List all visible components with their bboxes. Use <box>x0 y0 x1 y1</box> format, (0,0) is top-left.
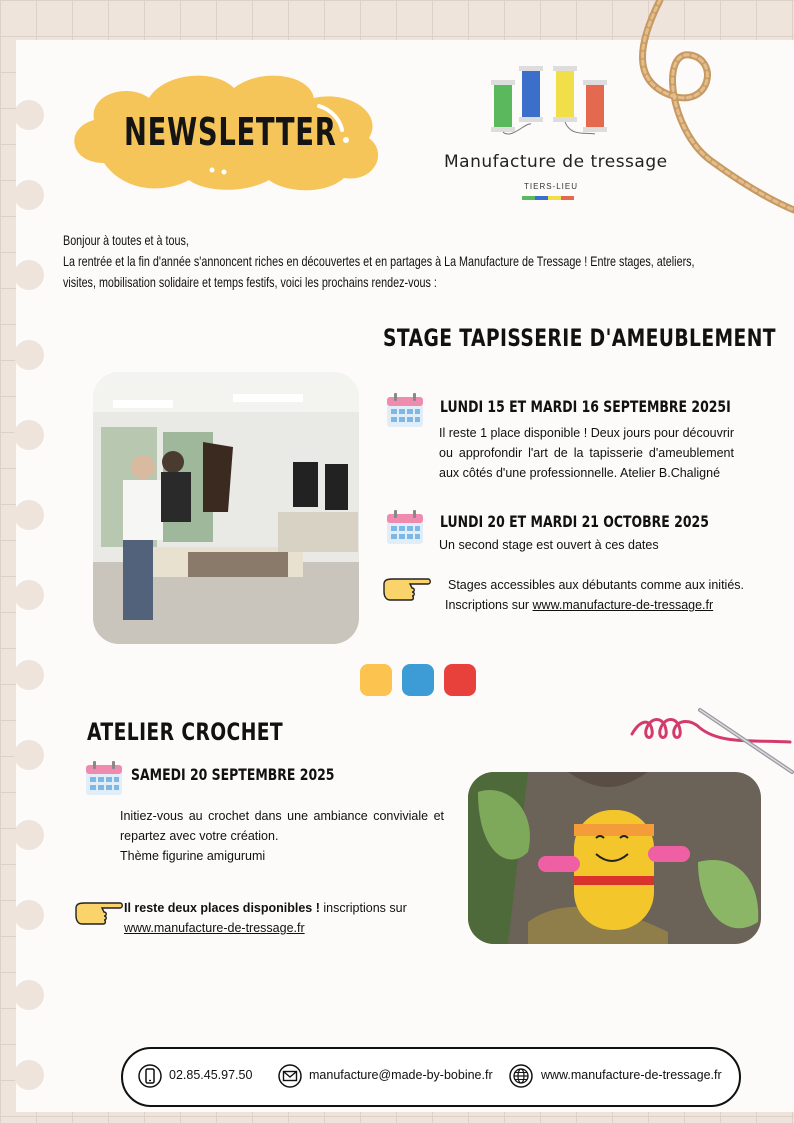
email-icon <box>278 1064 302 1088</box>
tapisserie-signup <box>445 595 713 615</box>
binder-hole <box>14 340 44 370</box>
website-link[interactable]: www.manufacture-de-tressage.fr <box>124 921 305 935</box>
thread-spools-logo <box>486 62 616 140</box>
binder-hole <box>14 580 44 610</box>
newsletter-title: NEWSLETTER <box>124 110 337 154</box>
yellow-dot <box>360 664 392 696</box>
intro-line: La rentrée et la fin d'année s'annoncent riches en découvertes et en partages à La Manufacture de Tressage ! Entre stages, ateliers, <box>63 253 695 269</box>
binder-hole <box>14 180 44 210</box>
crochet-note-bold: Il reste deux places disponibles ! <box>124 901 320 915</box>
intro-line: visites, mobilisation solidaire et temps festifs, voici les prochains rendez-vous : <box>63 274 437 290</box>
calendar-icon <box>385 392 425 428</box>
tapisserie-event1-date: LUNDI 15 ET MARDI 16 SEPTEMBRE 2025I <box>440 397 731 416</box>
crochet-title: ATELIER CROCHET <box>87 718 284 746</box>
crochet-hook-illustration <box>630 700 794 776</box>
binder-hole <box>14 260 44 290</box>
tapisserie-note: Stages accessibles aux débutants comme aux initiés. <box>448 578 744 592</box>
tapisserie-event2-date: LUNDI 20 ET MARDI 21 OCTOBRE 2025 <box>440 512 709 531</box>
rope-illustration <box>600 0 794 240</box>
binder-hole <box>14 1060 44 1090</box>
binder-hole <box>14 820 44 850</box>
brand-name: Manufacture de tressage <box>444 152 668 172</box>
brand-subtitle: TIERS-LIEU <box>524 182 579 191</box>
intro-greeting: Bonjour à toutes et à tous, <box>63 232 189 248</box>
contact-email[interactable]: manufacture@made-by-bobine.fr <box>309 1068 493 1082</box>
crochet-date: SAMEDI 20 SEPTEMBRE 2025 <box>131 765 335 784</box>
blue-dot <box>402 664 434 696</box>
contact-website[interactable]: www.manufacture-de-tressage.fr <box>541 1068 722 1082</box>
binder-hole <box>14 100 44 130</box>
binder-hole <box>14 900 44 930</box>
binder-hole <box>14 660 44 690</box>
globe-icon <box>509 1064 533 1088</box>
crochet-description: Initiez-vous au crochet dans une ambiance conviviale et repartez avec votre création. <box>120 809 444 843</box>
tapisserie-event2-description: Un second stage est ouvert à ces dates <box>439 538 659 552</box>
red-dot <box>444 664 476 696</box>
amigurumi-photo <box>468 772 761 944</box>
phone-icon <box>138 1064 162 1088</box>
brand-braid-line <box>522 196 574 200</box>
tapisserie-event1-description: Il reste 1 place disponible ! Deux jours pour découvrir ou approfondir l'art de la tapisserie d'ameublement aux côtés d'une professionnelle. Atelier B.Chaligné <box>439 426 734 480</box>
tapisserie-title: STAGE TAPISSERIE D'AMEUBLEMENT <box>383 324 776 352</box>
binder-hole <box>14 420 44 450</box>
crochet-theme: Thème figurine amigurumi <box>120 849 266 863</box>
binder-hole <box>14 980 44 1010</box>
binder-hole <box>14 740 44 770</box>
binder-hole <box>14 500 44 530</box>
contact-phone[interactable]: 02.85.45.97.50 <box>169 1068 253 1082</box>
signup-prefix: Inscriptions sur <box>445 598 533 612</box>
website-link[interactable]: www.manufacture-de-tressage.fr <box>532 598 714 612</box>
pointing-hand-icon <box>382 576 432 602</box>
calendar-icon <box>84 760 124 796</box>
crochet-note <box>124 898 418 918</box>
pointing-hand-icon <box>74 900 124 926</box>
calendar-icon <box>385 509 425 545</box>
tapisserie-workshop-photo <box>93 372 359 644</box>
crochet-note-rest: inscriptions sur <box>319 901 407 915</box>
intro-text <box>63 230 794 293</box>
